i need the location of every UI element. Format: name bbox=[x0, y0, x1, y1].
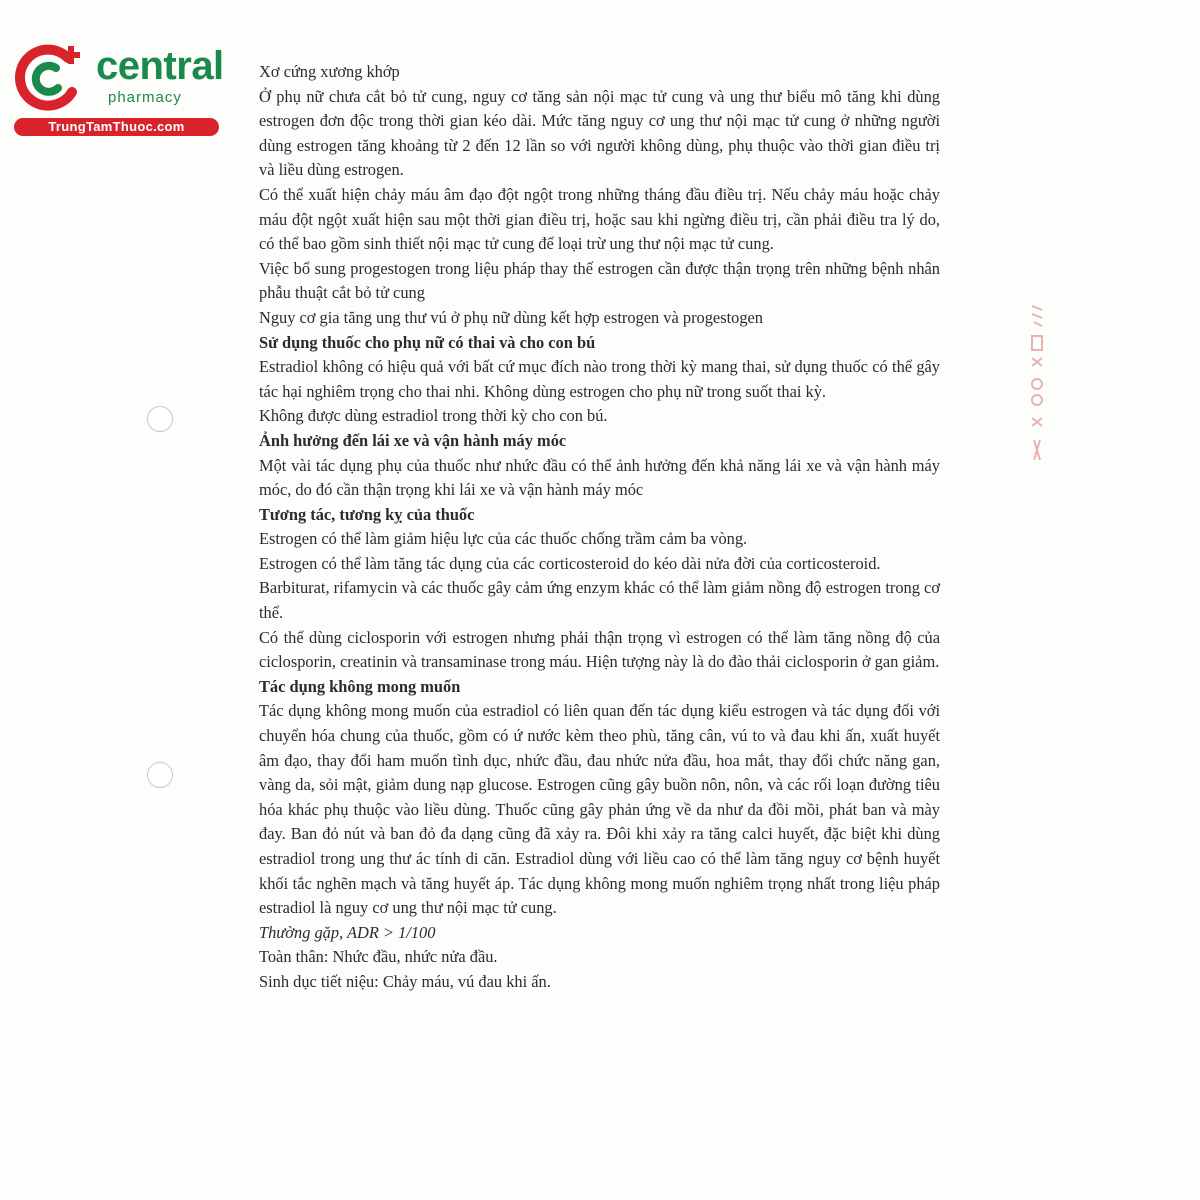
paragraph: Xơ cứng xương khớp bbox=[259, 62, 400, 81]
faded-stamp-mark bbox=[1012, 300, 1062, 470]
paragraph: Nguy cơ gia tăng ung thư vú ở phụ nữ dùng kết hợp estrogen và progestogen bbox=[259, 307, 763, 327]
brand-website-banner: TrungTamThuoc.com bbox=[14, 118, 219, 136]
brand-logo bbox=[10, 40, 224, 136]
paragraph: Ở phụ nữ chưa cắt bỏ tử cung, nguy cơ tăng sản nội mạc tử cung và ung thư biểu mô tăng khi dùng estrogen đơn độc trong thời gian kéo dài. Mức tăng nguy cơ ung thư nội mạc tử cung ở những người dùng estrogen tăng khoảng từ 2 đến 12 lần so với người không dùng, phụ thuộc vào thời gian điều trị và liều dùng estrogen. bbox=[259, 86, 940, 180]
document-body bbox=[259, 60, 940, 995]
paragraph: Toàn thân: Nhức đầu, nhức nửa đầu. bbox=[259, 947, 498, 967]
brand-subtitle: pharmacy bbox=[108, 89, 182, 106]
paragraph: Có thể dùng ciclosporin với estrogen nhưng phải thận trọng vì estrogen có thể làm tăng nồng độ của ciclosporin, creatinin và transaminase trong máu. Hiện tượng này là do đào thải ciclosporin ở gan giảm. bbox=[259, 627, 940, 672]
brand-name: central bbox=[96, 44, 224, 88]
paragraph: Không được dùng estradiol trong thời kỳ cho con bú. bbox=[259, 406, 608, 426]
paragraph: Việc bổ sung progestogen trong liệu pháp thay thế estrogen cần được thận trọng trên những bệnh nhân phẫu thuật cắt bỏ tử cung bbox=[259, 258, 940, 303]
punch-hole bbox=[147, 762, 173, 788]
section-heading: Tương tác, tương kỵ của thuốc bbox=[259, 504, 475, 524]
paragraph: Estrogen có thể làm tăng tác dụng của các corticosteroid do kéo dài nửa đời của corticosteroid. bbox=[259, 553, 881, 573]
paragraph: Barbiturat, rifamycin và các thuốc gây cảm ứng enzym khác có thể làm giảm nồng độ estrogen trong cơ thể. bbox=[259, 578, 940, 623]
paragraph: Estradiol không có hiệu quả với bất cứ mục đích nào trong thời kỳ mang thai, sử dụng thuốc có thể gây tác hại nghiêm trọng cho thai nhi. Không dùng estrogen cho phụ nữ trong suốt thai kỳ. bbox=[259, 357, 940, 401]
paragraph: Estrogen có thể làm giảm hiệu lực của các thuốc chống trầm cảm ba vòng. bbox=[259, 529, 748, 549]
paragraph: Sinh dục tiết niệu: Chảy máu, vú đau khi ấn. bbox=[259, 971, 551, 991]
section-heading: Sử dụng thuốc cho phụ nữ có thai và cho con bú bbox=[259, 332, 596, 352]
paragraph: Tác dụng không mong muốn của estradiol có liên quan đến tác dụng kiểu estrogen và tác dụng đối với chuyển hóa chung của thuốc, gồm có ứ nước kèm theo phù, tăng cân, vú to và đau khi ấn, xuất huyết âm đạo, thay đổi ham muốn tình dục, nhức đầu, đau nhức nửa đầu, hoa mắt, thay đổi chức năng gan, vàng da, sỏi mật, giảm dung nạp glucose. Estrogen cũng gây buồn nôn, nôn, và các rối loạn đường tiêu hóa khác phụ thuộc vào liều dùng. Thuốc cũng gây phản ứng về da như da đồi mồi, phát ban và mày đay. Ban đỏ nút và ban đỏ đa dạng cũng đã xảy ra. Đôi khi xảy ra tăng calci huyết, đặc biệt khi dùng estradiol trong ung thư ác tính di căn. Estradiol dùng với liều cao có thể làm tăng nguy cơ bệnh huyết khối tắc nghẽn mạch và tăng huyết áp. Tác dụng không mong muốn nghiêm trọng nhất trong liệu pháp estradiol là nguy cơ ung thư nội mạc tử cung. bbox=[259, 701, 940, 918]
paragraph: Có thể xuất hiện chảy máu âm đạo đột ngột trong những tháng đầu điều trị. Nếu chảy máu hoặc chảy máu đột ngột xuất hiện sau một thời gian điều trị, hoặc sau khi ngừng điều trị, cần phải điều tra lý do, có thể bao gồm sinh thiết nội mạc tử cung để loại trừ ung thư nội mạc tử cung. bbox=[259, 184, 940, 254]
pharmacy-cross-icon bbox=[12, 40, 88, 116]
section-heading: Ảnh hưởng đến lái xe và vận hành máy móc bbox=[259, 430, 567, 450]
section-heading: Tác dụng không mong muốn bbox=[259, 676, 461, 696]
punch-hole bbox=[147, 406, 173, 432]
paragraph: Một vài tác dụng phụ của thuốc như nhức đầu có thể ảnh hưởng đến khả năng lái xe và vận hành máy móc, do đó cần thận trọng khi lái xe và vận hành máy móc bbox=[259, 455, 940, 500]
italic-subheading: Thường gặp, ADR > 1/100 bbox=[259, 922, 436, 942]
